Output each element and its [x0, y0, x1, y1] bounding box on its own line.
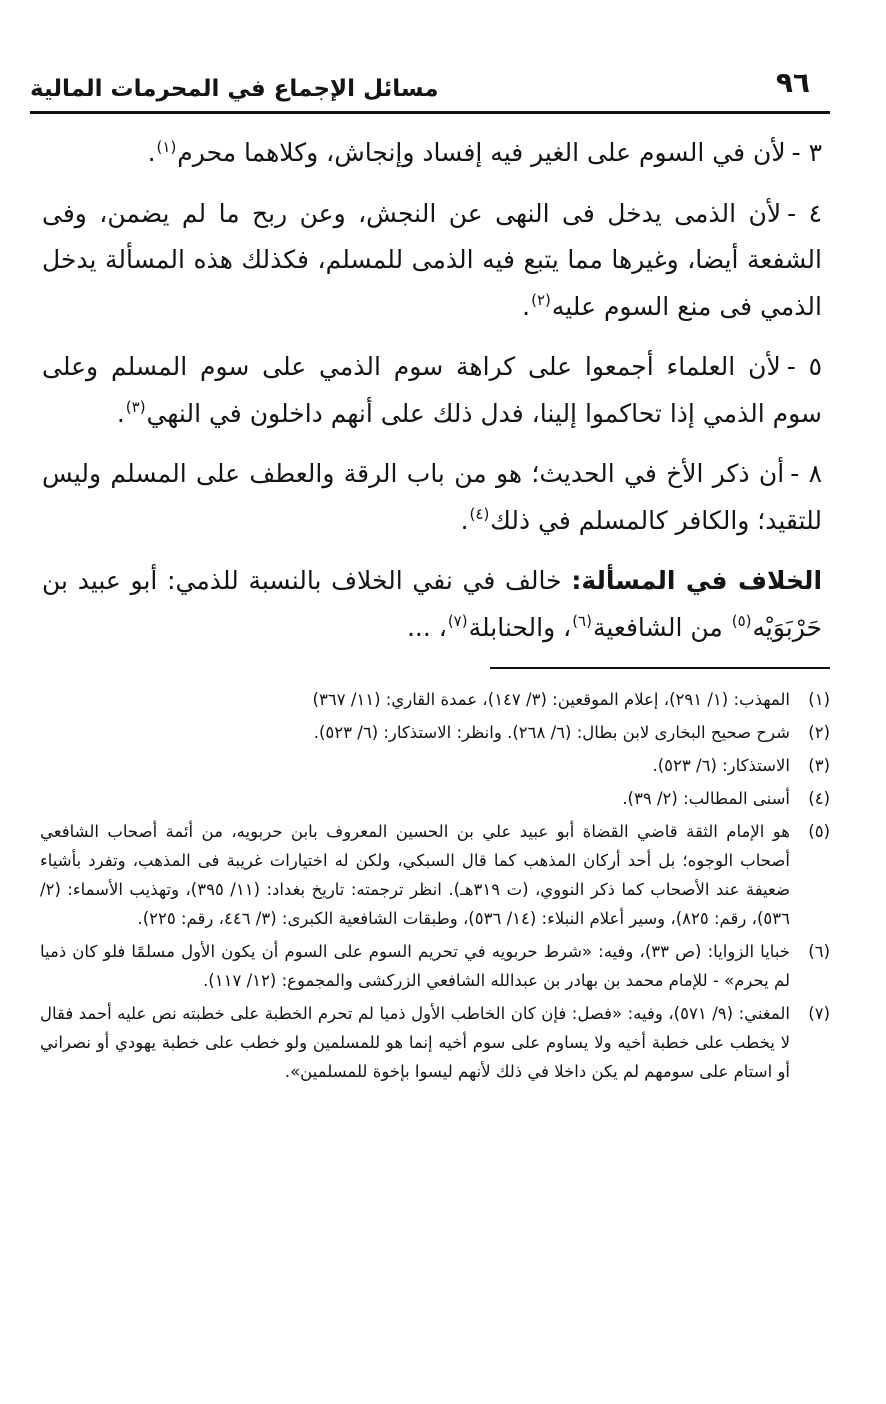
footnote-text: أسنى المطالب: (٢/ ٣٩). — [622, 789, 790, 808]
main-text — [30, 130, 830, 651]
footnote-rule — [490, 667, 830, 669]
footnote-text: المهذب: (١/ ٢٩١)، إعلام الموقعين: (٣/ ١٤٧)، عمدة القاري: (١١/ ٣٦٧) — [312, 690, 790, 709]
paragraph-end: . — [522, 291, 531, 321]
footnote-ref[interactable]: (١) — [156, 137, 177, 156]
paragraph-number: ٥ - — [786, 352, 822, 381]
footnote-ref[interactable]: (٤) — [469, 505, 490, 524]
running-title: مسائل الإجماع في المحرمات المالية — [30, 76, 439, 102]
footnote-text: شرح صحيح البخارى لابن بطال: (٦/ ٢٦٨). وانظر: الاستذكار: (٦/ ٥٢٣). — [313, 723, 790, 742]
paragraph-number: ٣ - — [791, 138, 822, 167]
footnote-ref[interactable]: (٣) — [125, 398, 146, 417]
footnote-marker: (١) — [808, 690, 830, 709]
paragraph-number: ٨ - — [790, 459, 823, 488]
book-page — [30, 62, 830, 1090]
footnote-ref[interactable]: (٧) — [447, 612, 468, 631]
footnote-marker: (٣) — [808, 756, 830, 775]
footnote-ref[interactable]: (٢) — [531, 291, 551, 310]
footnote-marker: (٤) — [808, 789, 830, 808]
footnote-4 — [40, 784, 830, 813]
khilaf-text: خالف في نفي الخلاف بالنسبة للذمي: أبو عبيد بن حَرْبَوَيْه — [42, 566, 822, 642]
paragraph-end: . — [147, 138, 156, 167]
paragraph-3 — [42, 130, 822, 177]
footnote-marker: (٥) — [808, 822, 830, 841]
paragraph-8 — [42, 451, 822, 544]
page-number: ٩٦ — [775, 66, 810, 99]
paragraph-text: لأن الذمى يدخل فى النهى عن النجش، وعن ربح ما لم يضمن، وفى الشفعة أيضا، وغيرها مما يتبع فيه الذمى للمسلم، فكذلك هذه المسألة يدخل الذمي فى منع السوم عليه — [42, 198, 822, 321]
footnote-text: خبايا الزوايا: (ص ٣٣)، وفيه: «شرط حربويه في تحريم السوم على السوم أن يكون الأول مسلمًا فلو كان ذميا لم يحرم» - للإمام محمد بن بهادر بن عبدالله الشافعي الزركشى والمجموع: (١٢/ ١١٧). — [40, 942, 790, 990]
page-header — [30, 62, 830, 114]
paragraph-text: أن ذكر الأخ في الحديث؛ هو من باب الرقة والعطف على المسلم وليس للتقيد؛ والكافر كالمسلم في ذلك — [42, 459, 822, 535]
header-rule — [30, 111, 830, 114]
paragraph-text: لأن العلماء أجمعوا على كراهة سوم الذمي على سوم المسلم وعلى سوم الذمي إذا تحاكموا إلينا، فدل ذلك على أنهم داخلون في النهي — [42, 352, 822, 428]
footnotes — [30, 685, 830, 1086]
footnote-marker: (٧) — [808, 1004, 830, 1023]
paragraph-end: . — [460, 505, 469, 535]
footnote-5 — [40, 817, 830, 933]
footnote-2 — [40, 718, 830, 747]
khilaf-text: من الشافعية — [592, 612, 723, 642]
footnote-3 — [40, 751, 830, 780]
footnote-marker: (٢) — [808, 723, 830, 742]
footnote-6 — [40, 937, 830, 995]
footnote-marker: (٦) — [808, 942, 830, 961]
footnote-ref[interactable]: (٦) — [572, 612, 592, 631]
khilaf-text: ، والحنابلة — [468, 612, 572, 642]
footnote-text: هو الإمام الثقة قاضي القضاة أبو عبيد علي بن الحسين المعروف بابن حربويه، من أئمة أصحاب الشافعي أصحاب الوجوه؛ بل أحد أركان المذهب كما قال السبكي، ولكن له اختيارات غريبة فى المذهب، وتفرد بأشياء ضعيفة عند الأصحاب كما ذكر النووي، (ت ٣١٩هـ). انظر ترجمته: تاريخ بغداد: (١١/ ٣٩٥)، وتهذيب الأسماء: (٢/ ٥٣٦)، رقم: ٨٢٥)، وسير أعلام النبلاء: (١٤/ ٥٣٦)، وطبقات الشافعية الكبرى: (٣/ ٤٤٦، رقم: ٢٢٥). — [40, 822, 790, 928]
khilaf-label: الخلاف في المسألة: — [571, 566, 823, 595]
footnote-text: المغني: (٩/ ٥٧١)، وفيه: «فصل: فإن كان الخاطب الأول ذميا لم تحرم الخطبة على خطبته نص عليه أحمد فقال لا يخطب على خطبة أخيه ولا يساوم على سوم أخيه إنما هو للمسلمين ولو خطب على خطبة يهودي أو نصراني أو استام على سومهم لم يكن داخلا في ذلك لأنهم ليسوا بإخوة للمسلمين». — [40, 1004, 790, 1081]
footnote-7 — [40, 999, 830, 1086]
paragraph-end: . — [116, 398, 125, 428]
footnote-1 — [40, 685, 830, 714]
footnote-text: الاستذكار: (٦/ ٥٢٣). — [652, 756, 790, 775]
footnote-ref[interactable]: (٥) — [731, 612, 752, 631]
paragraph-4 — [42, 191, 822, 331]
khilaf-text: ، ... — [406, 612, 447, 642]
paragraph-text: لأن في السوم على الغير فيه إفساد وإنجاش، وكلاهما محرم — [177, 138, 786, 167]
khilaf-paragraph — [42, 558, 822, 651]
paragraph-5 — [42, 344, 822, 437]
paragraph-number: ٤ - — [787, 198, 823, 228]
